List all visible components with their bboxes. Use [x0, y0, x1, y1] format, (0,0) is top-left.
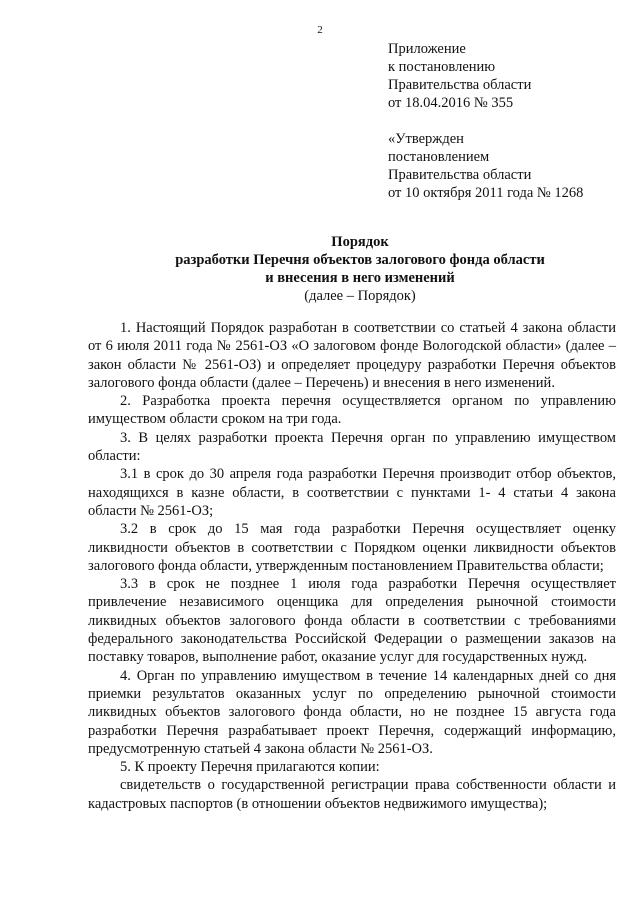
paragraph: 5. К проекту Перечня прилагаются копии: — [120, 759, 380, 776]
approval-line: Правительства области — [388, 167, 532, 183]
document-body — [88, 319, 616, 813]
title-line: и внесения в него изменений — [265, 270, 455, 286]
approval-line: «Утвержден — [388, 131, 464, 147]
appendix-header — [388, 40, 531, 112]
paragraph: 3.1 в срок до 30 апреля года разработки Перечня производит отбор объектов, находящихся в казне области, в соответствии с пунктами 1- 4 статьи 4 закона области № 2561-ОЗ; — [88, 466, 616, 519]
appendix-line: к постановлению — [388, 59, 496, 75]
page-number: 2 — [317, 24, 323, 36]
title-subtitle: (далее – Порядок) — [304, 288, 416, 304]
paragraph: 1. Настоящий Порядок разработан в соответствии со статьей 4 закона области от 6 июля 2011 года № 2561-ОЗ «О залоговом фонде Вологодской области» (далее – закон области № 2561-ОЗ) и определяет процедуру разработки Перечня объектов залогового фонда области (далее – Перечень) и внесения в него изменений. — [88, 320, 616, 391]
paragraph: 3. В целях разработки проекта Перечня орган по управлению имуществом области: — [88, 429, 616, 465]
title-line: разработки Перечня объектов залогового фонда области — [175, 252, 545, 268]
paragraph: 2. Разработка проекта перечня осуществляется органом по управлению имуществом области сроком на три года. — [88, 393, 616, 428]
approval-line: от 10 октября 2011 года № 1268 — [388, 185, 584, 201]
appendix-line: от 18.04.2016 № 355 — [388, 95, 514, 111]
paragraph: 4. Орган по управлению имуществом в течение 14 календарных дней со дня приемки результатов оказанных услуг по определению рыночной стоимости ликвидных объектов залогового фонда области, но не позднее 15 августа года разработки Перечня разрабатывает проект Перечня, содержащий информацию, предусмотренную статьей 4 закона области № 2561-ОЗ. — [88, 667, 616, 757]
approval-header — [388, 130, 583, 202]
appendix-line: Приложение — [388, 41, 466, 57]
title-line: Порядок — [331, 234, 389, 250]
appendix-line: Правительства области — [388, 77, 532, 93]
paragraph: свидетельств о государственной регистрации права собственности области и кадастровых паспортов (в отношении объектов недвижимого имущества); — [88, 777, 616, 812]
paragraph: 3.2 в срок до 15 мая года разработки Перечня осуществляет оценку ликвидности объектов в соответствии с Порядком оценки ликвидности объектов залогового фонда области, утвержденным постановлением Правительства области; — [88, 521, 616, 574]
approval-line: постановлением — [388, 149, 490, 165]
document-title — [100, 233, 620, 305]
paragraph: 3.3 в срок не позднее 1 июля года разработки Перечня осуществляет привлечение независимого оценщика для определения рыночной стоимости ликвидных объектов залогового фонда области в соответствии с требованиями федерального законодательства Российской Федерации о размещении заказов на поставку товаров, выполнение работ, оказание услуг для государственных нужд. — [88, 576, 616, 666]
